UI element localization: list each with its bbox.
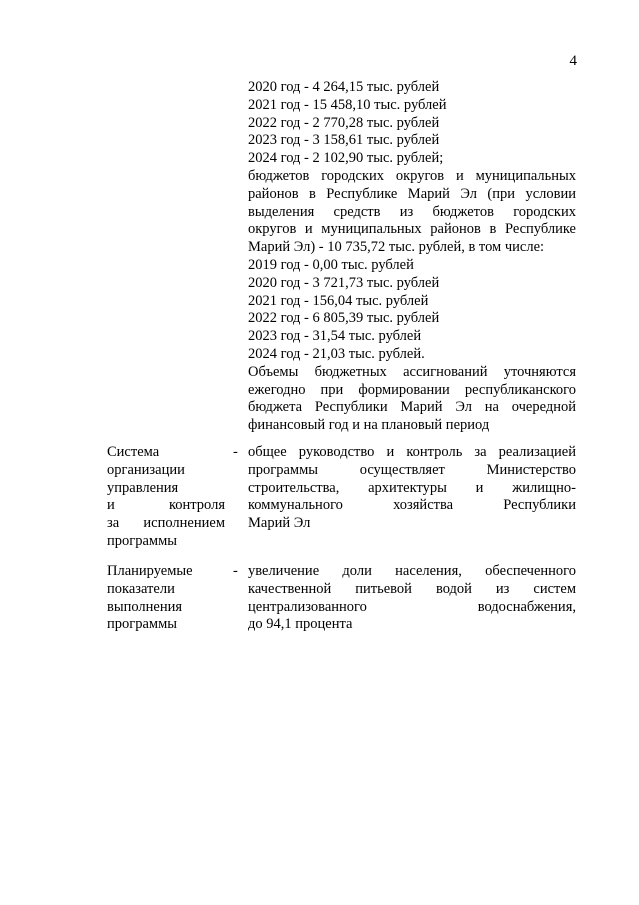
financing-line: 2024 год - 2 102,90 тыс. рублей;	[248, 150, 444, 167]
financing-line: 2019 год - 0,00 тыс. рублей	[248, 256, 414, 273]
financing-block	[248, 79, 576, 435]
financing-line: Объемы бюджетных ассигнований уточняются	[248, 363, 576, 380]
value-line: централизованного водоснабжения,	[248, 598, 576, 615]
planned-indicators-label	[107, 563, 225, 634]
financing-line: финансовый год и на плановый период	[248, 417, 490, 434]
value-line: качественной питьевой водой из систем	[248, 580, 576, 597]
label-line: управления	[107, 479, 179, 496]
value-line: программы осуществляет Министерство	[248, 461, 576, 478]
financing-line: 2020 год - 4 264,15 тыс. рублей	[248, 79, 440, 95]
label-line: программы	[107, 532, 177, 549]
label-line: за исполнением	[107, 515, 225, 532]
value-line: до 94,1 процента	[248, 616, 353, 633]
financing-line: 2023 год - 31,54 тыс. рублей	[248, 328, 422, 345]
financing-line: 2023 год - 3 158,61 тыс. рублей	[248, 132, 440, 149]
value-line: коммунального хозяйства Республики	[248, 497, 576, 514]
label-line: и контроля	[107, 497, 225, 514]
management-system-label	[107, 444, 225, 551]
financing-line: ежегодно при формировании республиканского	[248, 381, 576, 398]
financing-line: 2022 год - 6 805,39 тыс. рублей	[248, 310, 440, 327]
financing-line: бюджета Республики Марий Эл на очередной	[248, 399, 576, 416]
label-line: выполнения	[107, 598, 183, 615]
label-line: Планируемые	[107, 563, 193, 579]
financing-line: районов в Республике Марий Эл (при условии	[248, 185, 576, 202]
financing-line: 2021 год - 15 458,10 тыс. рублей	[248, 96, 447, 113]
financing-line: выделения средств из бюджетов городских	[248, 203, 576, 220]
label-line: показатели	[107, 580, 175, 597]
management-system-value	[248, 444, 576, 533]
value-line: строительства, архитектуры и жилищно-	[248, 479, 576, 496]
label-line: программы	[107, 616, 177, 633]
financing-line: 2021 год - 156,04 тыс. рублей	[248, 292, 429, 309]
page-number: 4	[569, 53, 577, 69]
financing-line: бюджетов городских округов и муниципальных	[248, 167, 576, 184]
value-line: общее руководство и контроль за реализацией	[248, 444, 576, 460]
financing-line: 2024 год - 21,03 тыс. рублей.	[248, 345, 425, 362]
planned-indicators-dash: -	[233, 563, 238, 579]
financing-line: округов и муниципальных районов в Республике	[248, 221, 576, 238]
label-line: Система	[107, 444, 160, 460]
financing-line: 2022 год - 2 770,28 тыс. рублей	[248, 114, 440, 131]
management-system-dash: -	[233, 444, 238, 460]
financing-line: Марий Эл) - 10 735,72 тыс. рублей, в том числе:	[248, 239, 545, 256]
label-line: организации	[107, 461, 185, 478]
value-line: Марий Эл	[248, 515, 311, 532]
financing-line: 2020 год - 3 721,73 тыс. рублей	[248, 274, 440, 291]
value-line: увеличение доли населения, обеспеченного	[248, 563, 576, 579]
planned-indicators-value	[248, 563, 576, 634]
